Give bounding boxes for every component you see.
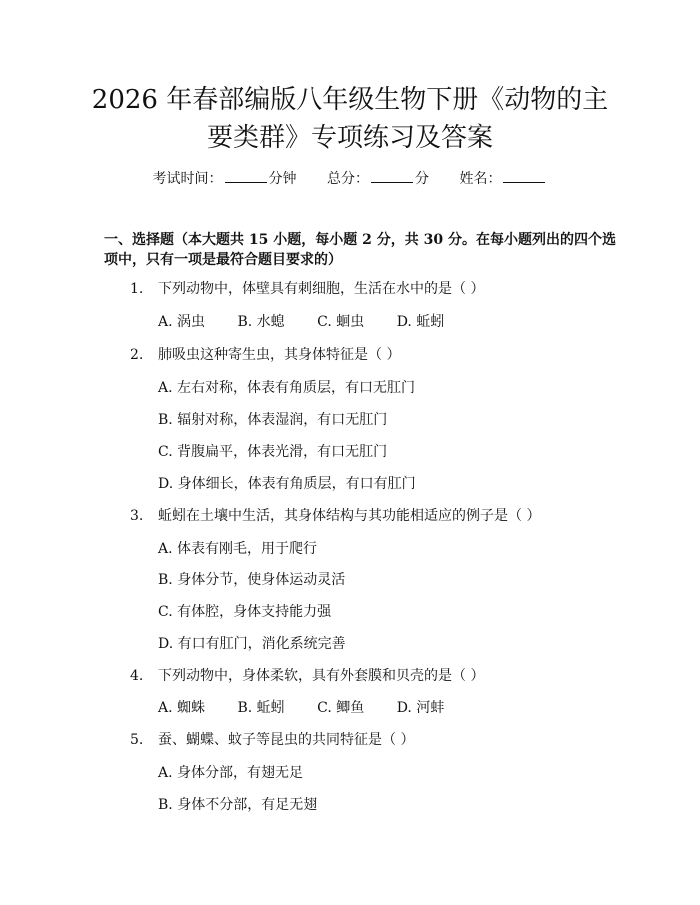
exam-time-unit: 分钟	[268, 171, 297, 187]
doc-title-line1: 2026 年春部编版八年级生物下册《动物的主	[91, 85, 609, 115]
question-number: 2.	[130, 347, 144, 363]
option-c: C. 蛔虫	[317, 314, 365, 330]
option-d: D. 有口有肛门，消化系统完善	[158, 636, 346, 652]
exam-time-label: 考试时间：	[152, 171, 223, 187]
name-label: 姓名：	[459, 171, 502, 187]
option-a: A. 左右对称，体表有角质层，有口无肛门	[158, 380, 416, 396]
option-a: A. 涡虫	[158, 314, 206, 330]
question-number: 5.	[130, 732, 144, 748]
option-a: A. 蜘蛛	[158, 700, 206, 716]
option-b: B. 辐射对称，体表湿润，有口无肛门	[158, 412, 388, 428]
question-text: 蚕、蝴蝶、蚊子等昆虫的共同特征是（ ）	[158, 732, 415, 748]
total-score-field	[327, 168, 429, 189]
option-b: B. 身体不分部，有足无翅	[158, 797, 318, 813]
total-score-blank	[371, 168, 413, 183]
doc-title-line2: 要类群》专项练习及答案	[206, 123, 493, 153]
exam-time-blank	[225, 168, 267, 183]
option-d: D. 身体细长，体表有角质层，有口有肛门	[158, 476, 416, 492]
option-d: D. 蚯蚓	[396, 314, 445, 330]
section-heading-line2: 项中，只有一项是最符合题目要求的）	[104, 252, 342, 268]
question-text: 下列动物中，身体柔软，具有外套膜和贝壳的是（ ）	[158, 668, 485, 684]
total-score-label: 总分：	[327, 171, 369, 187]
question-1-options	[158, 312, 444, 332]
question-4-options	[158, 698, 444, 718]
question-text: 肺吸虫这种寄生虫，其身体特征是（ ）	[158, 347, 401, 363]
option-b: B. 蚯蚓	[237, 700, 285, 716]
option-b: B. 身体分节，使身体运动灵活	[158, 572, 346, 588]
option-c: C. 背腹扁平，体表光滑，有口无肛门	[158, 444, 388, 460]
exam-time-field	[153, 168, 297, 189]
total-score-unit: 分	[415, 171, 429, 187]
name-field	[459, 168, 547, 189]
question-text: 蚯蚓在土壤中生活，其身体结构与其功能相适应的例子是（ ）	[158, 508, 541, 524]
question-text: 下列动物中，体壁具有刺细胞，生活在水中的是（ ）	[158, 281, 485, 297]
option-c: C. 鲫鱼	[317, 700, 365, 716]
exam-info-bar	[0, 168, 700, 189]
option-a: A. 身体分部，有翅无足	[158, 765, 304, 781]
option-b: B. 水螅	[237, 314, 285, 330]
option-a: A. 体表有刚毛，用于爬行	[158, 541, 318, 557]
option-c: C. 有体腔，身体支持能力强	[158, 604, 332, 620]
question-number: 4.	[130, 668, 144, 684]
option-d: D. 河蚌	[396, 700, 445, 716]
name-blank	[503, 168, 545, 183]
question-number: 1.	[130, 281, 144, 297]
question-number: 3.	[130, 508, 144, 524]
section-heading-line1: 一、选择题（本大题共 15 小题，每小题 2 分，共 30 分。在每小题列出的四个选	[104, 232, 616, 248]
